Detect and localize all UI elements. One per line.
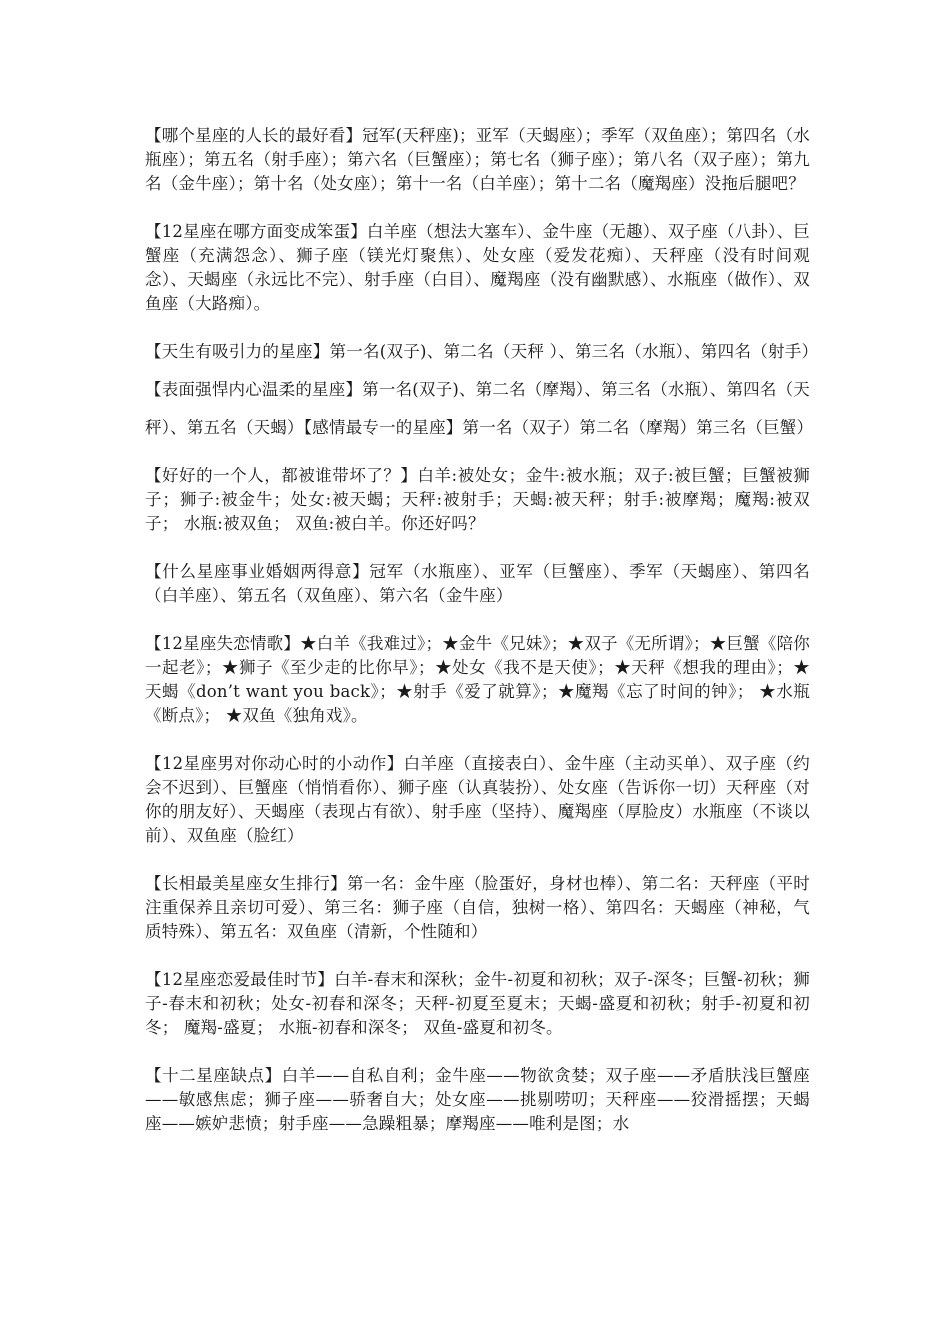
paragraph-attractive-signs: 【天生有吸引力的星座】第一名(双子)、第二名（天秤 ）、第三名（水瓶）、第四名（射手）【表面强悍内心温柔的星座】第一名(双子)、第二名（摩羯）、第三名（水瓶）、第四名（天秤）、第五名（天蝎）【感情最专一的星座】第一名（双子）第二名（摩羯）第三名（巨蟹） — [145, 342, 814, 437]
paragraph-led-astray: 【好好的一个人，都被谁带坏了？】白羊:被处女；金牛:被水瓶；双子:被巨蟹；巨蟹被狮子；狮子:被金牛；处女:被天蝎；天秤:被射手；天蝎:被天秤；射手:被摩羯；魔羯:被双子； 水瓶:被双鱼； 双鱼:被白羊。你还好吗？ — [145, 466, 810, 533]
paragraph-most-beautiful-women: 【长相最美星座女生排行】第一名：金牛座（脸蛋好，身材也棒）、第二名：天秤座（平时注重保养且亲切可爱）、第三名：狮子座（自信，独树一格）、第四名：天蝎座（神秘，气质特殊）、第五名：双鱼座（清新，个性随和） — [145, 874, 810, 941]
paragraph-crush-gestures: 【12星座男对你动心时的小动作】白羊座（直接表白）、金牛座（主动买单）、双子座（约会不迟到）、巨蟹座（悄悄看你）、狮子座（认真装扮）、处女座（告诉你一切）天秤座（对你的朋友好）、天蝎座（表现占有欲）、射手座（坚持）、魔羯座（厚脸皮）水瓶座（不谈以前）、双鱼座（脸红） — [145, 754, 810, 845]
document-body — [145, 124, 814, 1160]
paragraph-becoming-fools: 【12星座在哪方面变成笨蛋】白羊座（想法大塞车）、金牛座（无趣）、双子座（八卦）、巨蟹座（充满怨念）、狮子座（镁光灯聚焦）、处女座（爱发花痴）、天秤座（没有时间观念）、天蝎座（永远比不完）、射手座（白目）、魔羯座（没有幽默感）、水瓶座（做作）、双鱼座（大路痴）。 — [145, 222, 810, 313]
paragraph-best-love-season: 【12星座恋爱最佳时节】白羊-春末和深秋；金牛-初夏和初秋；双子-深冬；巨蟹-初秋；狮子-春末和初秋；处女-初春和深冬；天秤-初夏至夏末；天蝎-盛夏和初秋；射手-初夏和初冬； 魔羯-盛夏； 水瓶-初春和深冬； 双鱼-盛夏和初冬。 — [145, 970, 810, 1037]
paragraph-best-looking-ranking: 【哪个星座的人长的最好看】冠军(天秤座)；亚军（天蝎座）；季军（双鱼座）；第四名（水瓶座）；第五名（射手座）；第六名（巨蟹座）；第七名（狮子座）；第八名（双子座）；第九名（金牛座）；第十名（处女座）；第十一名（白羊座）；第十二名（魔羯座）没拖后腿吧？ — [145, 126, 810, 193]
paragraph-breakup-songs: 【12星座失恋情歌】★白羊《我难过》；★金牛《兄妹》；★双子《无所谓》；★巨蟹《陪你一起老》；★狮子《至少走的比你早》；★处女《我不是天使》；★天秤《想我的理由》；★天蝎《don’t want you back》；★射手《爱了就算》；★魔羯《忘了时间的钟》； ★水瓶《断点》； ★双鱼《独角戏》。 — [145, 634, 810, 725]
paragraph-career-marriage: 【什么星座事业婚姻两得意】冠军（水瓶座）、亚军（巨蟹座）、季军（天蝎座）、第四名（白羊座）、第五名（双鱼座）、第六名（金牛座） — [145, 562, 810, 605]
paragraph-weaknesses: 【十二星座缺点】白羊——自私自利；金牛座——物欲贪婪；双子座——矛盾肤浅巨蟹座——敏感焦虑；狮子座——骄奢自大；处女座——挑剔唠叨；天秤座——狡滑摇摆；天蝎座——嫉妒悲愤；射手座——急躁粗暴；摩羯座——唯利是图；水 — [145, 1066, 810, 1133]
